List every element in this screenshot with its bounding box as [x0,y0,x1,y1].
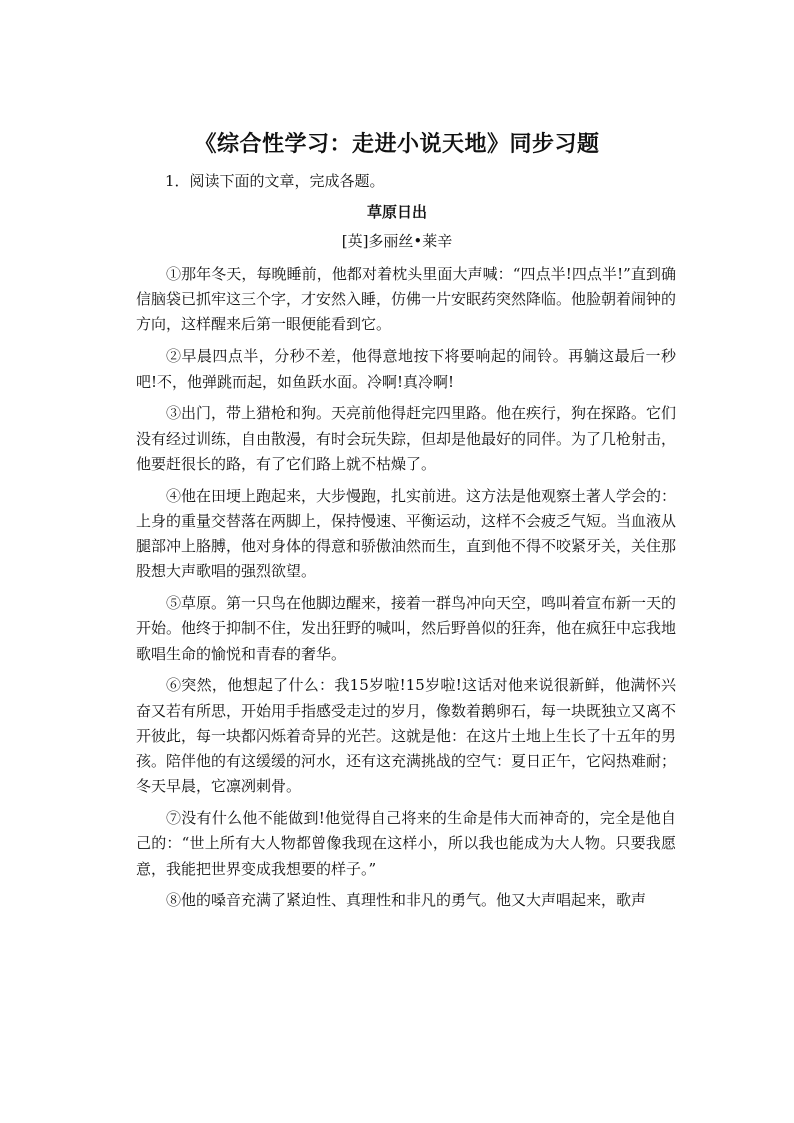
question-prompt: 1．阅读下面的文章，完成各题。 [165,172,385,190]
story-body [136,262,676,920]
paragraph-6: ⑥突然，他想起了什么：我15岁啦!15岁啦!这话对他来说很新鲜，他满怀兴奋又若有所思，开始用手指感受走过的岁月，像数着鹅卵石，每一块既独立又离不开彼此，每一块都闪烁着奇异的光芒。这就是他：在这片土地上生长了十五年的男孩。陪伴他的有这缓缓的河水，还有这充满挑战的空气：夏日正午，它闷热难耐；冬天早晨，它凛冽刺骨。 [136,676,677,796]
paragraph-3: ③出门，带上猎枪和狗。天亮前他得赶完四里路。他在疾行，狗在探路。它们没有经过训练，自由散漫，有时会玩失踪，但却是他最好的同伴。为了几枪射击，他要赶很长的路，有了它们路上就不枯燥了。 [136,404,677,473]
story-title: 草原日出 [366,203,427,221]
paragraph-2: ②早晨四点半，分秒不差，他得意地按下将要响起的闹铃。再躺这最后一秒吧!不，他弹跳而起，如鱼跃水面。冷啊!真冷啊! [136,347,676,391]
story-author: [英]多丽丝•莱辛 [341,232,453,250]
paragraph-5: ⑤草原。第一只鸟在他脚边醒来，接着一群鸟冲向天空，鸣叫着宣布新一天的开始。他终于抑制不住，发出狂野的喊叫，然后野兽似的狂奔，他在疯狂中忘我地歌唱生命的愉悦和青春的奢华。 [136,594,677,663]
paragraph-1: ①那年冬天，每晚睡前，他都对着枕头里面大声喊：“四点半!四点半!”直到确信脑袋已抓牢这三个字，才安然入睡，仿佛一片安眠药突然降临。他脸朝着闹钟的方向，这样醒来后第一眼便能看到它。 [136,265,677,334]
paragraph-7: ⑦没有什么他不能做到!他觉得自己将来的生命是伟大而神奇的，完全是他自己的：“世上所有大人物都曾像我现在这样小，所以我也能成为大人物。只要我愿意，我能把世界变成我想要的样子。” [136,809,676,878]
paragraph-4: ④他在田埂上跑起来，大步慢跑，扎实前进。这方法是他观察土著人学会的：上身的重量交替落在两脚上，保持慢速、平衡运动，这样不会疲乏气短。当血液从腿部冲上胳膊，他对身体的得意和骄傲油然而生，直到他不得不咬紧牙关，关住那股想大声歌唱的强烈欲望。 [136,486,677,581]
paragraph-8: ⑧他的嗓音充满了紧迫性、真理性和非凡的勇气。他又大声唱起来，歌声 [166,891,647,910]
document-title: 《综合性学习：走进小说天地》同步习题 [194,131,600,157]
